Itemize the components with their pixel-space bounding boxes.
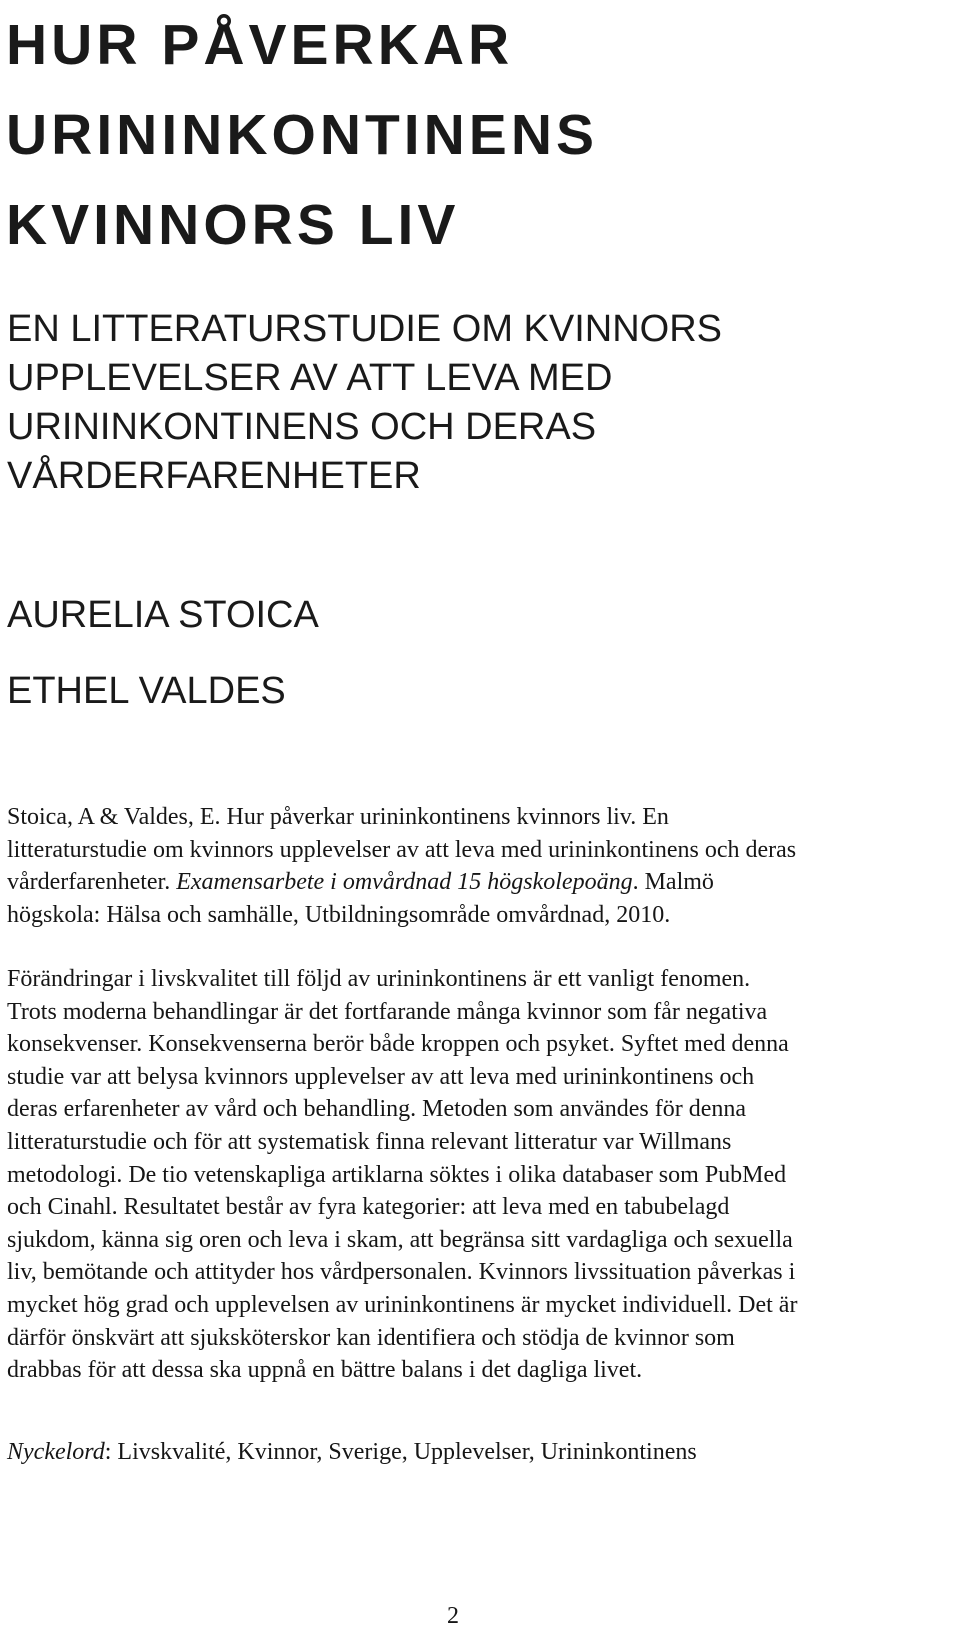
main-title-line: KVINNORS LIV: [6, 193, 460, 257]
thesis-type: Examensarbete i omvårdnad 15 högskolepoäng: [176, 869, 633, 896]
citation-line: [7, 866, 957, 899]
citation-text: vårderfarenheter.: [7, 869, 177, 896]
main-title-line: URININKONTINENS: [6, 103, 599, 167]
abstract-line: drabbas för att dessa ska uppnå en bättre balans i det dagliga livet.: [7, 1357, 643, 1384]
abstract-line: liv, bemötande och attityder hos vårdpersonalen. Kvinnors livssituation påverkas i: [7, 1259, 796, 1286]
abstract-paragraph: [7, 963, 957, 1387]
citation-text: . Malmö: [632, 869, 714, 896]
subtitle-line: EN LITTERATURSTUDIE OM KVINNORS: [7, 308, 723, 350]
main-title: [6, 0, 946, 270]
author-name: ETHEL VALDES: [7, 670, 286, 712]
main-title-line: HUR PÅVERKAR: [6, 13, 514, 77]
subtitle: [7, 305, 947, 501]
citation-line: litteraturstudie om kvinnors upplevelser av att leva med urininkontinens och deras: [7, 836, 797, 863]
abstract-line: deras erfarenheter av vård och behandling. Metoden som användes för denna: [7, 1096, 747, 1123]
abstract-line: mycket hög grad och upplevelsen av urininkontinens är mycket individuell. Det är: [7, 1291, 798, 1318]
abstract-line: metodologi. De tio vetenskapliga artiklarna söktes i olika databaser som PubMed: [7, 1161, 787, 1188]
abstract-line: och Cinahl. Resultatet består av fyra kategorier: att leva med en tabubelagd: [7, 1194, 730, 1221]
abstract-line: Förändringar i livskvalitet till följd av urininkontinens är ett vanligt fenomen.: [7, 966, 751, 992]
subtitle-line: UPPLEVELSER AV ATT LEVA MED: [7, 357, 613, 399]
abstract-line: därför önskvärt att sjuksköterskor kan identifiera och stödja de kvinnor som: [7, 1324, 735, 1351]
keywords-label: Nyckelord: [7, 1439, 105, 1465]
abstract-line: studie var att belysa kvinnors upplevelser av att leva med urininkontinens och: [7, 1063, 755, 1090]
page-number: 2: [447, 1603, 459, 1629]
keywords-values: Livskvalité, Kvinnor, Sverige, Upplevelser, Urininkontinens: [117, 1439, 697, 1465]
citation-line: högskola: Hälsa och samhälle, Utbildningsområde omvårdnad, 2010.: [7, 901, 671, 928]
abstract-line: Trots moderna behandlingar är det fortfarande många kvinnor som får negativa: [7, 998, 768, 1025]
abstract-line: litteraturstudie och för att systematisk finna relevant litteratur var Willmans: [7, 1128, 732, 1155]
abstract-line: konsekvenser. Konsekvenserna berör både kroppen och psyket. Syftet med denna: [7, 1031, 789, 1058]
abstract-line: sjukdom, känna sig oren och leva i skam, att begränsa sitt vardagliga och sexuella: [7, 1226, 793, 1253]
keywords-line: [7, 1436, 957, 1469]
subtitle-line: URININKONTINENS OCH DERAS: [7, 406, 597, 448]
citation-line: Stoica, A & Valdes, E. Hur påverkar urininkontinens kvinnors liv. En: [7, 804, 669, 830]
subtitle-line: VÅRDERFARENHETER: [7, 455, 421, 497]
keywords-separator: :: [104, 1439, 118, 1465]
author-name: AURELIA STOICA: [7, 594, 319, 636]
citation-paragraph: [7, 801, 957, 931]
